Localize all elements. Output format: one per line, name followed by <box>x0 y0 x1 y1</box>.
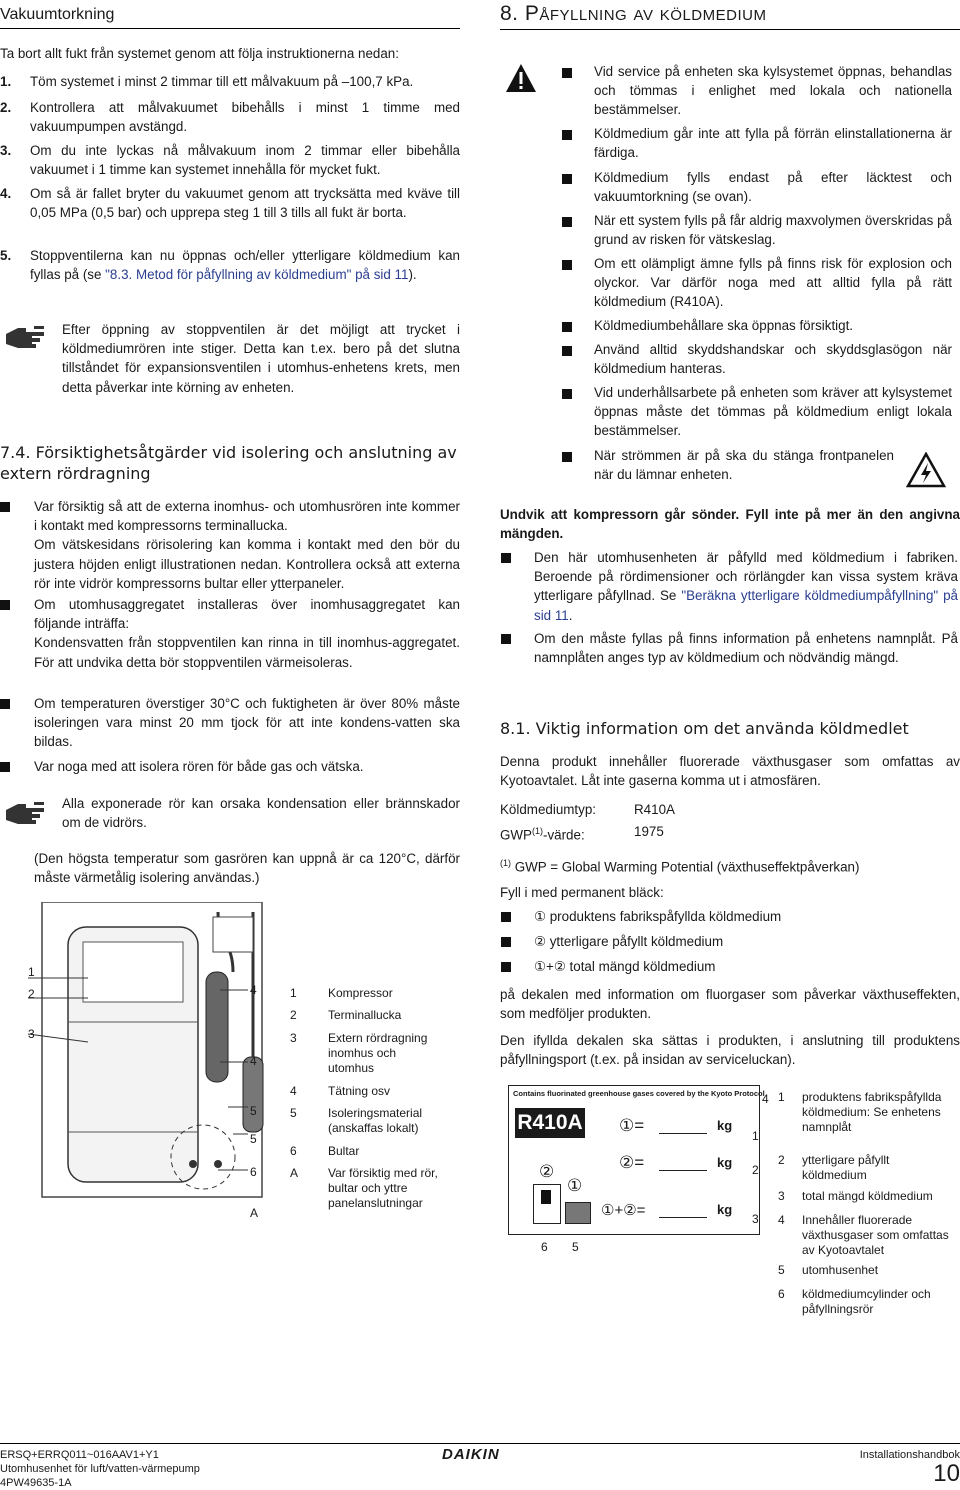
warn-bullet-skydd: Använd alltid skyddshandskar och skyddsglasögon när köldmedium hanteras. <box>594 342 952 377</box>
label-circled-1: ① <box>567 1176 583 1195</box>
footer-manual: Installationshandbok <box>859 1449 960 1461</box>
label-fill-line <box>659 1133 707 1134</box>
footnote-gwp: $^{(1)}$ GWP = Global Warming Potential (växthuseffektpåverkan) <box>500 858 860 875</box>
note-stoppventil: Efter öppning av stoppventilen är det möjligt att trycket i köldmediumrören inte stiger. Detta kan t.ex. bero på det slutna tillståndet för expansionsventilen i utomhus-enhetens krets, men detta påverkar inte körning av enheten. <box>62 322 460 395</box>
label-num-4: 4 <box>762 1092 769 1106</box>
legend-key: 6 <box>290 1144 297 1158</box>
label-legend-value: Innehåller fluorerade växthusgaser som omfattas av Kyotoavtalet <box>802 1213 949 1257</box>
refrigerant-type-value: R410A <box>634 802 675 817</box>
label-num-5: 5 <box>572 1240 579 1254</box>
page-number: 10 <box>933 1460 960 1487</box>
legend-key: 1 <box>290 986 297 1000</box>
warn-bullet-maxvolym: När ett system fylls på får aldrig maxvolymen överskridas på grund av risken för vätskeslag. <box>594 213 952 248</box>
footer-product: Utomhusenhet för luft/vatten-värmepump <box>0 1463 200 1475</box>
label-legend-value: köldmediumcylinder och påfyllningsrör <box>802 1287 931 1316</box>
bullet-mark <box>562 452 572 462</box>
label-legend-value: utomhusenhet <box>802 1263 879 1277</box>
warn-bullet-service: Vid service på enheten ska kylsystemet öppnas, behandlas och tömmas i enlighet med lokala och nationella bestämmelser. <box>594 64 952 118</box>
warn-bullet-underhall: Vid underhållsarbete på enheten som kräver att kylsystemet öppnas måste det tömmas på köldmedium enligt lokala bestämmelser. <box>594 385 952 439</box>
label-kyoto-text: Contains fluorinated greenhouse gases covered by the Kyoto Protocol <box>513 1089 765 1098</box>
fgas-label-illustration <box>508 1085 765 1235</box>
bullet-mark <box>562 322 572 332</box>
warning-triangle-icon <box>504 62 538 94</box>
legend-value: Extern rördragning inomhus och utomhus <box>328 1031 428 1075</box>
section-title-7-4: 7.4. Försiktighetsåtgärder vid isolering och anslutning av extern rördragning <box>0 443 457 483</box>
link-berakna[interactable]: "Beräkna ytterligare köldmediumpåfyllning" på sid 11 <box>534 588 958 623</box>
fig-label-4a: 4 <box>250 983 257 997</box>
bullet-mark <box>562 174 572 184</box>
label-row-2: ②= <box>619 1153 645 1172</box>
label-row-3: ①+②= <box>601 1202 646 1219</box>
label-num-2: 2 <box>752 1163 759 1177</box>
bullet-kondensvatten: Om utomhusaggregatet installeras över inomhusaggregatet kan följande inträffa: Kondensvatten från stoppventilen kan rinna in till inomhus-aggregatet. För att undvika detta bör stoppventilen värmeisoleras. <box>34 597 460 670</box>
bullet-terminallucka: Var försiktig så att de externa inomhus- och utomhusrören inte kommer i kontakt med kompressorns terminallucka. Om vätskesidans rörisolering kan komma i kontakt med den bör du justera höjden enligt illustrationen nedan. Kontrollera också att externa rör inte vidrör kompressorns bultar eller ytterpaneler. <box>34 499 460 591</box>
bullet-mark <box>0 699 10 709</box>
bullet-mark <box>501 937 511 947</box>
bold-warning-kompressor: Undvik att kompressorn går sönder. Fyll inte på mer än den angivna mängden. <box>500 507 960 542</box>
label-legend-key: 1 <box>778 1090 785 1104</box>
bullet-mark <box>562 217 572 227</box>
fill-intro: Fyll i med permanent bläck: <box>500 885 664 900</box>
label-num-1: 1 <box>752 1129 759 1143</box>
fill-item-1: ① produktens fabrikspåfyllda köldmedium <box>534 909 782 924</box>
fig-label-1: 1 <box>28 965 35 979</box>
legend-value: Var försiktig med rör, bultar och yttre panelanslutningar <box>328 1166 438 1210</box>
label-kg: kg <box>717 1202 733 1217</box>
bullet-mark <box>562 260 572 270</box>
warn-bullet-lacktest: Köldmedium fylls endast på efter läcktest och vakuumtorkning (se ovan). <box>594 170 952 205</box>
bullet-mark <box>0 600 10 610</box>
label-legend-key: 4 <box>778 1213 785 1227</box>
intro-text: Ta bort allt fukt från systemet genom att följa instruktionerna nedan: <box>0 46 399 61</box>
legend-value: Isoleringsmaterial (anskaffas lokalt) <box>328 1106 423 1135</box>
refrigerant-type-label: Köldmediumtyp: <box>500 802 597 817</box>
bullet-mark <box>501 912 511 922</box>
label-num-6: 6 <box>541 1240 548 1254</box>
label-r410a: R410A <box>515 1108 585 1138</box>
fig-label-5b: 5 <box>250 1132 257 1146</box>
bullet-mark <box>562 130 572 140</box>
fig-label-4b: 4 <box>250 1054 257 1068</box>
bullet-fabrik: Den här utomhusenheten är påfylld med köldmedium i fabriken. Beroende på rördimensioner och rörlängder kan vissa system kräva ytterligare påfyllnad. Se "Beräkna ytterligare köldmediumpåfyllning" på sid 11. <box>534 550 958 623</box>
label-circled-2: ② <box>539 1162 555 1181</box>
note-hand-icon <box>4 796 48 826</box>
daikin-logo: DAIKIN <box>442 1446 500 1463</box>
bullet-mark <box>501 634 511 644</box>
bullet-namnplat: Om den måste fyllas på finns information på enhetens namnplåt. På namnplåten anges typ av köldmedium och nödvändig mängd. <box>534 631 958 666</box>
footer-rule <box>0 1443 960 1444</box>
bullet-mark <box>562 68 572 78</box>
section-header-8: 8. Påfyllning av köldmedium <box>500 2 960 30</box>
label-row-1: ①= <box>619 1116 645 1135</box>
fig-label-a: A <box>250 1206 259 1220</box>
step-5: 5. Stoppventilerna kan nu öppnas och/eller ytterligare köldmedium kan fyllas på (se "8.3. Metod för påfyllning av köldmedium" på sid 11). <box>0 248 460 283</box>
step-3: 3. Om du inte lyckas nå målvakuum inom 2 timmar eller bibehålla vakuumet i 1 timme kan systemet innehålla för mycket fukt. <box>0 143 460 178</box>
label-legend-value: total mängd köldmedium <box>802 1189 933 1203</box>
fig-label-3: 3 <box>28 1027 35 1041</box>
warn-bullet-elinstallation: Köldmedium går inte att fylla på förrän elinstallationerna är färdiga. <box>594 126 952 161</box>
label-legend-key: 6 <box>778 1287 785 1301</box>
warn-bullet-explosion: Om ett olämpligt ämne fylls på finns risk för explosion och olyckor. Var därför noga med att alltid fylla på rätt köldmedium (R410A). <box>594 256 952 310</box>
label-legend-key: 5 <box>778 1263 785 1277</box>
warn-bullet-behallare: Köldmediumbehållare ska öppnas försiktigt. <box>594 318 854 333</box>
legend-value: Terminallucka <box>328 1008 402 1022</box>
step-4: 4. Om så är fallet bryter du vakuumet genom att trycksätta med kväve till 0,05 MPa (0,5 bar) och upprepa steg 1 till 3 tills all fukt är borta. <box>0 186 460 221</box>
paragraph-dekal-placering: Den ifyllda dekalen ska sättas i produkten, i anslutning till produktens påfyllningsport (t.ex. på insidan av serviceluckan). <box>500 1033 960 1068</box>
label-num-3: 3 <box>752 1212 759 1226</box>
gwp-label: GWP$^{(1)}$-värde: <box>500 826 585 843</box>
bullet-mark <box>0 502 10 512</box>
fill-item-3: ①+② total mängd köldmedium <box>534 959 716 974</box>
label-fill-line <box>659 1170 707 1171</box>
link-8-3[interactable]: "8.3. Metod för påfyllning av köldmedium" på sid 11 <box>105 267 409 283</box>
compressor-illustration <box>28 902 278 1202</box>
warn-bullet-frontpanel: När strömmen är på ska du stänga frontpanelen när du lämnar enheten. <box>594 448 894 483</box>
bullet-mark <box>562 389 572 399</box>
step-2: 2. Kontrollera att målvakuumet bibehålls i minst 1 timme med vakuumpumpen avstängd. <box>0 100 460 135</box>
paragraph-kyoto: Denna produkt innehåller fluorerade växthusgaser som omfattas av Kyotoavtalet. Låt inte gaserna komma ut i atmosfären. <box>500 754 960 789</box>
bullet-mark <box>501 962 511 972</box>
label-fill-line <box>659 1217 707 1218</box>
fig-label-2: 2 <box>28 987 35 1001</box>
note-hand-icon <box>4 320 48 350</box>
label-legend-key: 3 <box>778 1189 785 1203</box>
outdoor-unit-icon <box>565 1202 591 1224</box>
label-kg: kg <box>717 1118 733 1133</box>
paren-note-120c: (Den högsta temperatur som gasrören kan uppnå är ca 120°C, därför måste värmetålig isolering användas.) <box>34 851 460 886</box>
fig-label-5a: 5 <box>250 1104 257 1118</box>
refrigerant-cylinder-icon <box>533 1184 561 1224</box>
legend-key: 5 <box>290 1106 297 1120</box>
bullet-mark <box>501 553 511 563</box>
label-legend-value: produktens fabrikspåfyllda köldmedium: Se enhetens namnplåt <box>802 1090 942 1134</box>
note-exponerade-ror: Alla exponerade rör kan orsaka kondensation eller brännskador om de vidrörs. <box>62 796 460 831</box>
label-legend-key: 2 <box>778 1153 785 1167</box>
legend-value: Tätning osv <box>328 1084 391 1098</box>
paragraph-dekal: på dekalen med information om fluorgaser som påverkar växthuseffekten, som medföljer produkten. <box>500 987 960 1022</box>
fill-item-2: ② ytterligare påfyllt köldmedium <box>534 934 724 949</box>
legend-key: 3 <box>290 1031 297 1045</box>
electrical-hazard-icon <box>906 452 946 488</box>
legend-key: 4 <box>290 1084 297 1098</box>
legend-key: A <box>290 1166 299 1180</box>
footer-model: ERSQ+ERRQ011~016AAV1+Y1 <box>0 1449 159 1461</box>
bullet-mark <box>0 762 10 772</box>
cylinder-body <box>541 1190 551 1204</box>
bullet-temperatur: Om temperaturen överstiger 30°C och fuktigheten är över 80% måste isoleringen vara minst 20 mm tjock för att inte kondens-vatten ska bildas. <box>34 696 460 750</box>
gwp-value: 1975 <box>634 824 664 839</box>
legend-key: 2 <box>290 1008 297 1022</box>
section-title-8-1: 8.1. Viktig information om det använda köldmedlet <box>500 719 909 738</box>
label-kg: kg <box>717 1155 733 1170</box>
section-header-vakuumtorkning: Vakuumtorkning <box>0 6 460 29</box>
step-1: 1. Töm systemet i minst 2 timmar till ett målvakuum på –100,7 kPa. <box>0 74 414 89</box>
fig-label-6: 6 <box>250 1165 257 1179</box>
bullet-mark <box>562 346 572 356</box>
label-legend-value: ytterligare påfyllt köldmedium <box>802 1153 890 1182</box>
footer-code: 4PW49635-1A <box>0 1477 72 1489</box>
legend-value: Kompressor <box>328 986 393 1000</box>
legend-value: Bultar <box>328 1144 360 1158</box>
bullet-isolera: Var noga med att isolera rören för både gas och vätska. <box>34 759 364 774</box>
